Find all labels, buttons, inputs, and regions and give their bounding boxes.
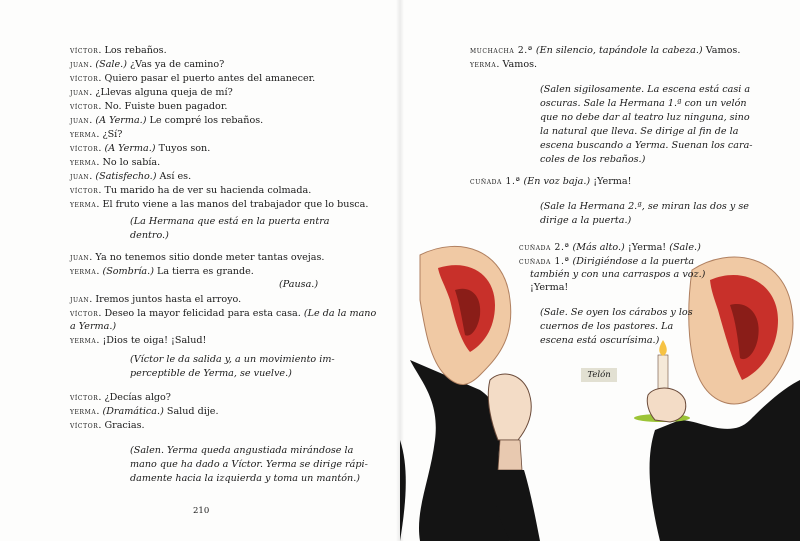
line-victor-6-cont: a Yerma.) bbox=[70, 321, 117, 332]
line-yerma-4: yerma. (Sombría.) La tierra es grande. bbox=[70, 266, 254, 277]
line-victor-5: víctor. Tu marido ha de ver su hacienda colmada. bbox=[70, 185, 312, 196]
line-victor-1: víctor. Los rebaños. bbox=[70, 45, 167, 56]
line-juan-6: juan. Iremos juntos hasta el arroyo. bbox=[70, 294, 242, 305]
line-victor-4: víctor. (A Yerma.) Tuyos son. bbox=[70, 143, 211, 154]
direction-1-line-1: (La Hermana que está en la puerta entra bbox=[130, 216, 330, 227]
direction-r3-line-1: (Sale. Se oyen los cárabos y los bbox=[540, 307, 693, 318]
line-victor-2: víctor. Quiero pasar el puerto antes del amanecer. bbox=[70, 73, 316, 84]
line-juan-1: juan. (Sale.) ¿Vas ya de camino? bbox=[70, 59, 225, 70]
left-cuff bbox=[498, 440, 522, 470]
line-juan-5: juan. Ya no tenemos sitio donde meter tantas ovejas. bbox=[70, 252, 325, 263]
telon-label: Telón bbox=[581, 368, 617, 382]
direction-r1-line-5: escena buscando a Yerma. Suenan los cara- bbox=[540, 140, 753, 151]
direction-3-line-1: (Salen. Yerma queda angustiada mirándose la bbox=[130, 445, 354, 456]
line-cunada-1b-cont: también y con una carraspos a voz.) bbox=[530, 269, 706, 280]
direction-2-line-2: perceptible de Yerma, se vuelve.) bbox=[130, 368, 292, 379]
direction-r1-line-1: (Salen sigilosamente. La escena está casi a bbox=[540, 84, 751, 95]
direction-r1-line-2: oscuras. Sale la Hermana 1.ª con un velón bbox=[540, 98, 747, 109]
line-cunada-2: cuñada 2.ª (Más alto.) ¡Yerma! (Sale.) bbox=[519, 242, 701, 253]
line-cunada-1b: cuñada 1.ª (Dirigiéndose a la puerta bbox=[519, 256, 695, 267]
stage-pausa: (Pausa.) bbox=[279, 279, 319, 290]
line-yerma-2: yerma. No lo sabía. bbox=[70, 157, 161, 168]
direction-r3-line-2: cuernos de los pastores. La bbox=[540, 321, 674, 332]
left-figure-arm bbox=[400, 440, 406, 541]
line-yerma-7: yerma. Vamos. bbox=[470, 59, 538, 70]
direction-r1-line-6: coles de los rebaños.) bbox=[540, 154, 646, 165]
direction-r3-line-3: escena está oscurísima.) bbox=[540, 335, 660, 346]
direction-r2-line-2: dirige a la puerta.) bbox=[540, 215, 632, 226]
left-hands bbox=[488, 374, 531, 440]
page-number: 210 bbox=[193, 506, 210, 516]
right-hands bbox=[647, 388, 685, 422]
direction-r1-line-4: la natural que lleva. Se dirige al fin de la bbox=[540, 126, 739, 137]
direction-r1-line-3: que no debe dar al teatro luz ninguna, sino bbox=[540, 112, 750, 123]
line-yerma-5: yerma. ¡Dios te oiga! ¡Salud! bbox=[70, 335, 207, 346]
direction-1-line-2: dentro.) bbox=[130, 230, 169, 241]
direction-r2-line-1: (Sale la Hermana 2.ª, se miran las dos y se bbox=[540, 201, 749, 212]
direction-3-line-2: mano que ha dado a Víctor. Yerma se dirige rápi- bbox=[130, 459, 368, 470]
line-yerma-1: yerma. ¿Sí? bbox=[70, 129, 123, 140]
direction-2-line-1: (Víctor le da salida y, a un movimiento im- bbox=[130, 354, 335, 365]
line-victor-3: víctor. No. Fuiste buen pagador. bbox=[70, 101, 228, 112]
line-victor-8: víctor. Gracias. bbox=[70, 420, 145, 431]
line-cunada-1b-text: ¡Yerma! bbox=[530, 282, 569, 293]
line-muchacha-2: muchacha 2.ª (En silencio, tapándole la cabeza.) Vamos. bbox=[470, 45, 741, 56]
candle-flame-icon bbox=[659, 340, 667, 356]
line-juan-3: juan. (A Yerma.) Le compré los rebaños. bbox=[70, 115, 264, 126]
line-juan-4: juan. (Satisfecho.) Así es. bbox=[70, 171, 192, 182]
direction-3-line-3: damente hacia la izquierda y toma un mantón.) bbox=[130, 473, 361, 484]
line-victor-6: víctor. Deseo la mayor felicidad para esta casa. (Le da la mano bbox=[70, 308, 377, 319]
line-cunada-1: cuñada 1.ª (En voz baja.) ¡Yerma! bbox=[470, 176, 632, 187]
line-yerma-6: yerma. (Dramática.) Salud dije. bbox=[70, 406, 219, 417]
line-yerma-3: yerma. El fruto viene a las manos del trabajador que lo busca. bbox=[70, 199, 369, 210]
line-victor-7: víctor. ¿Decías algo? bbox=[70, 392, 171, 403]
line-juan-2: juan. ¿Llevas alguna queja de mí? bbox=[70, 87, 233, 98]
